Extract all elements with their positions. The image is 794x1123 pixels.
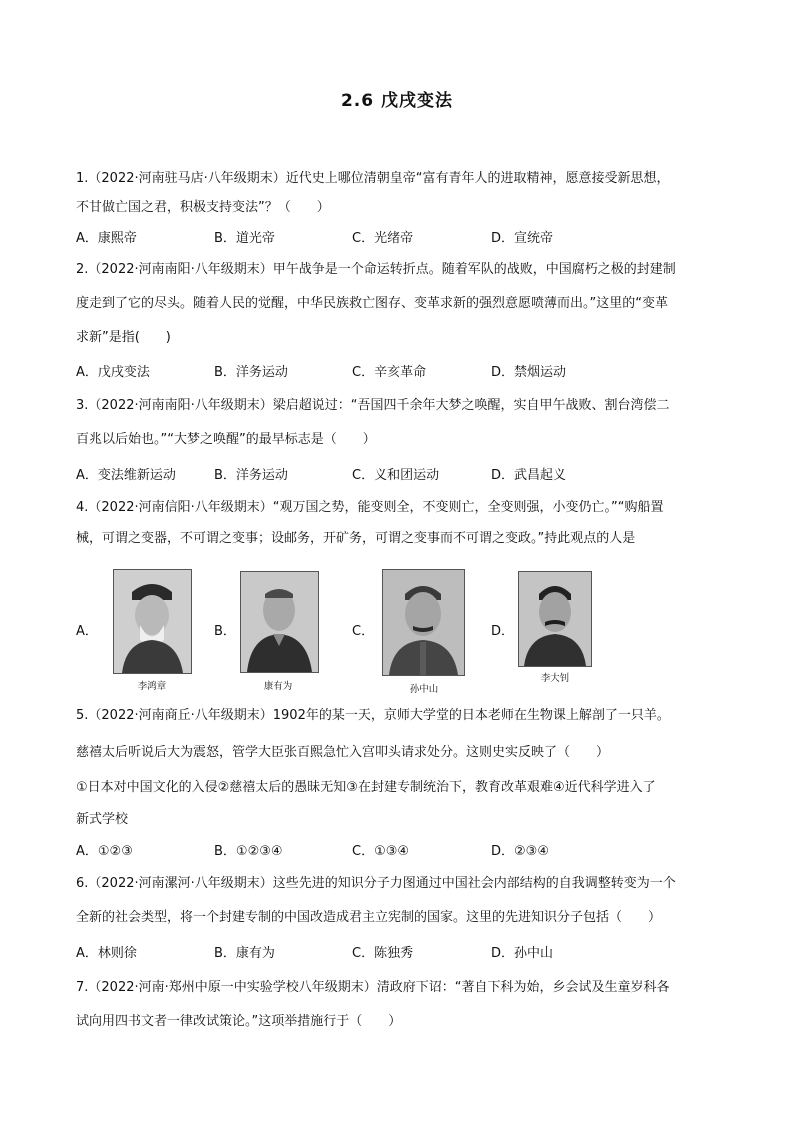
q4-option-d-letter[interactable]: D．	[491, 624, 515, 639]
q2-option-a[interactable]: A．戊戌变法	[76, 365, 150, 380]
q5-option-d[interactable]: D．②③④	[491, 844, 549, 859]
q2-line-3: 求新”是指( )	[76, 330, 171, 345]
q5-line-3: ①日本对中国文化的入侵②慈禧太后的愚昧无知③在封建专制统治下，教育改革艰难④近代科学进入了	[76, 780, 656, 795]
q4-caption-d: 李大钊	[540, 673, 570, 684]
q3-line-1: 3.（2022·河南南阳·八年级期末）梁启超说过：“吾国四千余年大梦之唤醒，实自甲午战败、割台湾偿二	[76, 398, 670, 413]
q1-option-a[interactable]: A．康熙帝	[76, 231, 137, 246]
q3-option-b[interactable]: B．洋务运动	[214, 468, 288, 483]
q2-line-2: 度走到了它的尽头。随着人民的觉醒，中华民族救亡图存、变革求新的强烈意愿喷薄而出。”这里的“变革	[76, 296, 668, 311]
page-title: 2.6 戊戌变法	[340, 91, 454, 111]
q2-line-1: 2.（2022·河南南阳·八年级期末）甲午战争是一个命运转折点。随着军队的战败，中国腐朽之极的封建制	[76, 262, 676, 277]
q4-caption-a: 李鸿章	[137, 681, 167, 692]
q4-option-c-letter[interactable]: C．	[352, 624, 375, 639]
portrait-kang-youwei[interactable]	[240, 571, 319, 673]
q2-option-c[interactable]: C．辛亥革命	[352, 365, 427, 380]
q2-option-d[interactable]: D．禁烟运动	[491, 365, 567, 380]
q1-option-c[interactable]: C．光绪帝	[352, 231, 414, 246]
q4-line-2: 械，可谓之变器，不可谓之变事；设邮务，开矿务，可谓之变事而不可谓之变政。”持此观点的人是	[76, 531, 636, 546]
q5-line-1: 5.（2022·河南商丘·八年级期末）1902年的某一天，京师大学堂的日本老师在生物课上解剖了一只羊。	[76, 708, 670, 723]
q6-option-a[interactable]: A．林则徐	[76, 946, 137, 961]
q4-caption-c: 孙中山	[409, 684, 439, 695]
q1-line-2: 不甘做亡国之君，积极支持变法”？（ ）	[76, 200, 330, 215]
q6-option-d[interactable]: D．孙中山	[491, 946, 554, 961]
q5-option-a[interactable]: A．①②③	[76, 844, 133, 859]
portrait-image	[114, 570, 191, 673]
q3-option-a[interactable]: A．变法维新运动	[76, 468, 176, 483]
portrait-image	[241, 572, 318, 672]
q2-option-b[interactable]: B．洋务运动	[214, 365, 288, 380]
q5-option-c[interactable]: C．①③④	[352, 844, 410, 859]
q4-option-b-letter[interactable]: B．	[214, 624, 236, 639]
q3-option-d[interactable]: D．武昌起义	[491, 468, 567, 483]
q7-line-1: 7.（2022·河南·郑州中原一中实验学校八年级期末）清政府下诏：“著自下科为始，乡会试及生童岁科各	[76, 980, 670, 995]
q3-line-2: 百兆以后始也。”“大梦之唤醒”的最早标志是（ ）	[76, 432, 376, 447]
q5-line-4: 新式学校	[76, 812, 129, 827]
portrait-image	[519, 572, 591, 666]
portrait-sun-zhongshan[interactable]	[382, 569, 465, 676]
q7-line-2: 试向用四书文者一律改试策论。”这项举措施行于（ ）	[76, 1014, 402, 1029]
q1-option-d[interactable]: D．宣统帝	[491, 231, 554, 246]
q1-line-1: 1.（2022·河南驻马店·八年级期末）近代史上哪位清朝皇帝“富有青年人的进取精神，愿意接受新思想，	[76, 171, 670, 186]
q6-line-1: 6.（2022·河南漯河·八年级期末）这些先进的知识分子力图通过中国社会内部结构的自我调整转变为一个	[76, 876, 676, 891]
q5-line-2: 慈禧太后听说后大为震怒，管学大臣张百熙急忙入宫叩头请求处分。这则史实反映了（ ）	[76, 745, 610, 760]
q4-option-a-letter[interactable]: A．	[76, 624, 98, 639]
q6-line-2: 全新的社会类型，将一个封建专制的中国改造成君主立宪制的国家。这里的先进知识分子包括（ ）	[76, 910, 662, 925]
q5-option-b[interactable]: B．①②③④	[214, 844, 283, 859]
portrait-li-dazhao[interactable]	[518, 571, 592, 667]
portrait-li-hongzhang[interactable]	[113, 569, 192, 674]
portrait-image	[383, 570, 464, 675]
q3-option-c[interactable]: C．义和团运动	[352, 468, 440, 483]
q4-line-1: 4.（2022·河南信阳·八年级期末）“观万国之势，能变则全，不变则亡，全变则强，小变仍亡。”“购船置	[76, 500, 664, 515]
q6-option-c[interactable]: C．陈独秀	[352, 946, 414, 961]
q1-option-b[interactable]: B．道光帝	[214, 231, 275, 246]
q6-option-b[interactable]: B．康有为	[214, 946, 275, 961]
q4-caption-b: 康有为	[263, 681, 293, 692]
